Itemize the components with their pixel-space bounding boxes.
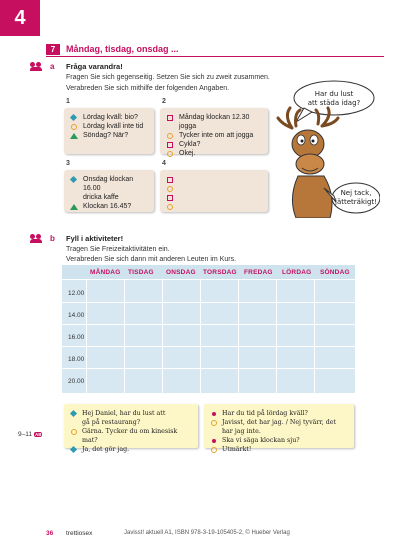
example-dialog-right (204, 404, 354, 453)
circle-marker-icon (166, 185, 174, 193)
grid-column-line (238, 279, 239, 393)
dialog-line: Har du tid på lördag kväll? (222, 410, 308, 417)
marker-spacer (70, 419, 78, 427)
example-dialog-left (64, 404, 198, 453)
part-b-instruction-2: Verabreden Sie sich dann mit anderen Leuten im Kurs. (66, 256, 237, 263)
bubble-top-line-2: att städa idag? (307, 99, 361, 107)
part-a-instruction-2: Verabreden Sie sich mithilfe der folgenden Angaben. (66, 85, 230, 92)
weekly-schedule-grid[interactable] (62, 265, 355, 393)
page-number: 36 (46, 530, 54, 537)
card-line: Söndag? När? (83, 132, 129, 139)
triangle-marker-icon (70, 132, 78, 140)
circle-marker-icon (210, 419, 218, 427)
diamond-marker-icon (70, 176, 78, 184)
publisher-credit: Javisst! aktuell A1, ISBN 978-3-19-105405-2, © Hueber Verlag (124, 530, 290, 536)
prompt-card-2 (160, 108, 268, 157)
card-line: Klockan 16.45? (83, 203, 132, 210)
box-number-4: 4 (162, 160, 166, 167)
day-header-sunday: SÖNDAG (320, 269, 350, 276)
part-a-instruction-1: Fragen Sie sich gegenseitig. Setzen Sie sich zu zweit zusammen. (66, 74, 270, 81)
workbook-reference-text: 9–11 (18, 431, 32, 438)
exercise-title: Måndag, tisdag, onsdag ... (66, 44, 179, 54)
bubble-bottom-line-1: Nej tack, (340, 189, 372, 197)
circle-marker-icon (166, 203, 174, 211)
grid-row-line (62, 346, 355, 347)
card-line: Onsdag klockan 16.00 (83, 176, 134, 192)
pair-work-icon (30, 62, 44, 70)
grid-column-line (86, 279, 87, 393)
dialog-line: Hej Daniel, har du lust att (82, 410, 166, 417)
moose-cartoon-illustration (274, 78, 380, 218)
grid-row-line (62, 302, 355, 303)
square-marker-icon (166, 141, 174, 149)
card-line: Lördag kväll: bio? (83, 114, 138, 121)
day-header-monday: MÅNDAG (90, 269, 121, 276)
time-label: 14.00 (68, 312, 85, 319)
chapter-tab: 4 (0, 0, 40, 36)
card-line: Måndag klockan 12.30 jogga (179, 114, 250, 130)
square-marker-icon (166, 114, 174, 122)
dialog-line: Ja, det gör jag. (82, 446, 130, 453)
card-line: dricka kaffe (83, 194, 119, 201)
box-number-3: 3 (66, 160, 70, 167)
dot-marker-icon (210, 410, 218, 418)
card-line: Lördag kväll inte tid (83, 123, 144, 130)
circle-marker-icon (166, 150, 174, 158)
grid-column-line (276, 279, 277, 393)
day-header-wednesday: ONSDAG (166, 269, 196, 276)
day-header-thursday: TORSDAG (203, 269, 237, 276)
group-work-icon (30, 234, 44, 242)
circle-marker-icon (166, 132, 174, 140)
time-label: 12.00 (68, 290, 85, 297)
dialog-line: gå på restaurang? (82, 419, 141, 426)
prompt-card-1 (64, 108, 154, 154)
day-header-saturday: LÖRDAG (282, 269, 312, 276)
grid-row-line (62, 324, 355, 325)
circle-marker-icon (210, 446, 218, 454)
part-b-label: b (50, 234, 55, 243)
part-b-instruction-1: Tragen Sie Freizeitaktivitäten ein. (66, 246, 170, 253)
grid-column-line (124, 279, 125, 393)
square-marker-icon (166, 194, 174, 202)
dialog-line: Javisst, det har jag. / Nej tyvärr, det har jag inte. (222, 419, 337, 435)
triangle-marker-icon (70, 203, 78, 211)
circle-marker-icon (70, 123, 78, 131)
workbook-reference (18, 431, 42, 438)
card-line: Cykla? (179, 141, 201, 148)
grid-column-line (200, 279, 201, 393)
grid-row-line (62, 279, 355, 280)
title-rule (46, 56, 384, 57)
day-header-friday: FREDAG (244, 269, 273, 276)
prompt-card-4 (160, 170, 268, 212)
part-b-title: Fyll i aktiviteter! (66, 234, 124, 243)
grid-column-line (162, 279, 163, 393)
bubble-top-line-1: Har du lust (314, 90, 354, 98)
circle-marker-icon (70, 428, 78, 436)
day-header-tuesday: TISDAG (128, 269, 154, 276)
exercise-number: 7 (46, 44, 60, 55)
time-label: 16.00 (68, 334, 85, 341)
workbook-badge: AB (34, 432, 42, 437)
page-number-word: trettiosex (66, 530, 93, 537)
square-marker-icon (166, 176, 174, 184)
diamond-marker-icon (70, 446, 78, 454)
dot-marker-icon (210, 437, 218, 445)
grid-column-line (314, 279, 315, 393)
box-number-1: 1 (66, 98, 70, 105)
card-line: Okej. (179, 150, 196, 157)
card-line: Tycker inte om att jogga (179, 132, 254, 139)
dialog-line: Gärna. Tycker du om kinesisk mat? (82, 428, 178, 444)
part-a-title: Fråga varandra! (66, 62, 123, 71)
dialog-line: Ska vi säga klockan sju? (222, 437, 300, 444)
grid-row-line (62, 368, 355, 369)
dialog-line: Utmärkt! (222, 446, 252, 453)
marker-spacer (70, 194, 78, 202)
time-label: 18.00 (68, 356, 85, 363)
diamond-marker-icon (70, 410, 78, 418)
prompt-card-3 (64, 170, 154, 212)
bubble-bottom-line-2: jätteträkigt! (335, 198, 377, 206)
time-label: 20.00 (68, 378, 85, 385)
box-number-2: 2 (162, 98, 166, 105)
part-a-label: a (50, 62, 55, 71)
diamond-marker-icon (70, 114, 78, 122)
